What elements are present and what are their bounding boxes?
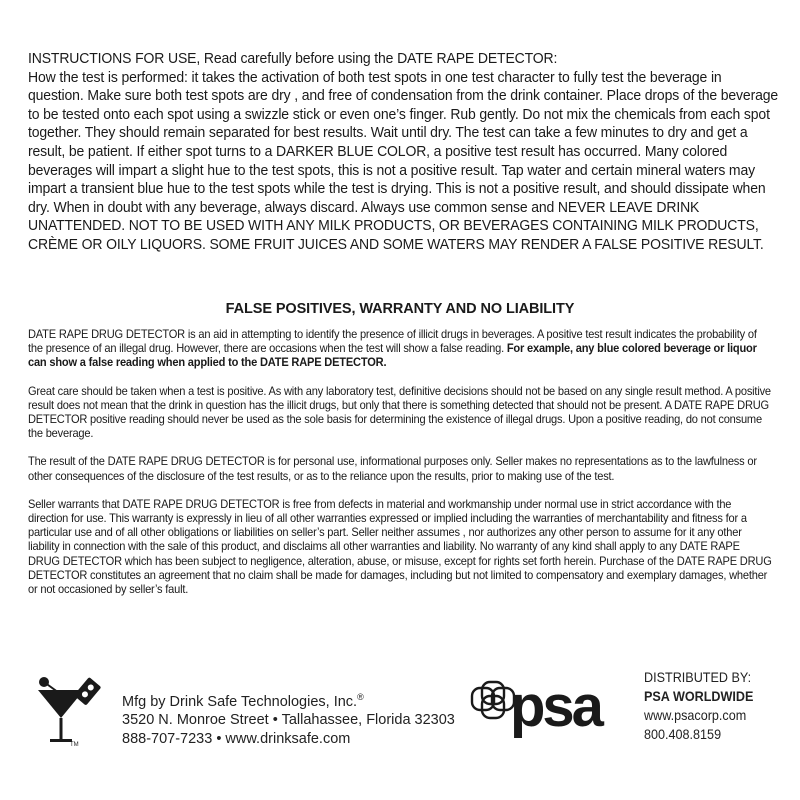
psa-rings-icon	[472, 682, 514, 718]
manufacturer-address: 3520 N. Monroe Street • Tallahassee, Florida 32303	[122, 712, 455, 729]
manufacturer-name-text: Mfg by Drink Safe Technologies, Inc.	[122, 693, 358, 710]
paragraph-personal-use: The result of the DATE RAPE DRUG DETECTOR is for personal use, informational purposes only. Seller makes no representations as to the lawfulness or other consequences of the disclosure of the test results, or as to the reliance upon the results, prior to making use of the test.	[28, 455, 757, 483]
paragraph-text: DATE RAPE DRUG DETECTOR is an aid in attempting to identify the presence of illicit drugs in beverages. A positive test result indicates the probability of the presence of an illegal drug. However, there are occasions when the test will show a false reading.	[28, 328, 757, 356]
distributor-info	[644, 668, 753, 744]
section-title: FALSE POSITIVES, WARRANTY AND NO LIABILITY	[225, 301, 575, 317]
distributor-name: PSA WORLDWIDE	[644, 688, 754, 704]
distributor-label: DISTRIBUTED BY:	[644, 669, 752, 685]
psa-wordmark: psa	[510, 680, 601, 739]
trademark-mark: TM	[70, 742, 79, 748]
instructions-heading: INSTRUCTIONS FOR USE, Read carefully before using the DATE RAPE DETECTOR:	[28, 51, 558, 67]
registered-mark: ®	[357, 692, 364, 702]
manufacturer-name	[122, 688, 455, 711]
manufacturer-contact: 888-707-7233 • www.drinksafe.com	[122, 731, 351, 748]
paragraph-bold-text: For example, any blue colored beverage or liquor can show a false reading when applied to the DATE RAPE DETECTOR.	[28, 342, 757, 370]
paragraph-false-positive	[28, 328, 773, 371]
psa-logo	[470, 680, 634, 744]
distributor-phone: 800.408.8159	[644, 726, 722, 742]
glass-stem-icon	[60, 718, 63, 740]
glass-base-icon	[50, 739, 72, 742]
test-card-icon	[74, 677, 102, 706]
disclaimer-block	[28, 328, 773, 611]
manufacturer-info	[122, 688, 455, 749]
paragraph-care: Great care should be taken when a test is positive. As with any laboratory test, definitive decisions should not be based on any single result method. A positive result does not mean that the drink in question has the illicit drugs, but only that there is something detected that should not be present. A DATE RAPE DRUG DETECTOR positive reading should never be used as the sole basis for determining the existence of illegal drugs. Upon a positive reading, do not consume the beverage.	[28, 384, 771, 441]
distributor-website: www.psacorp.com	[644, 707, 747, 723]
instructions-block	[28, 50, 781, 255]
martini-glass-logo	[36, 676, 116, 748]
paragraph-warranty: Seller warrants that DATE RAPE DRUG DETECTOR is free from defects in material and workmanship under normal use in strict accordance with the direction for use. This warranty is expressly in lieu of all other warranties expressed or implied including the warranties of merchantability and fitness for a particular use and of all other obligations or liabilities on seller’s part. Seller neither assumes , nor authorizes any other person to assume for it any other liability in connection with the sale of this product, and disclaims all other warranties and liability. No warranty of any kind shall apply to any DATE RAPE DRUG DETECTOR which has been subject to negligence, alteration, abuse, or misuse, except for rights set forth herein. Purchase of the DATE RAPE DRUG DETECTOR constitutes an agreement that no claim shall be made for damages, including but not limited to compensatory and exemplary damages, whether or not occasioned by seller’s fault.	[28, 497, 772, 597]
instructions-body: How the test is performed: it takes the activation of both test spots in one test character to fully test the beverage in question. Make sure both test spots are dry , and free of condensation from the drink container. Place drops of the beverage to be tested onto each spot using a swizzle stick or even one’s finger. Rub gently. Do not mix the chemicals from each spot together. They should remain separated for best results. Wait until dry. The test can take a few minutes to dry and get a result, be patient. If either spot turns to a DARKER BLUE COLOR, a positive test result has occurred. Many colored beverages will impart a slight hue to the test spots, this is not a positive result. Tap water and certain mineral waters may impart a transient blue hue to the test spots while the test is drying. This is not a positive result, and should dissipate when dry. When in doubt with any beverage, always discard. Always use common sense and NEVER LEAVE DRINK UNATTENDED. NOT TO BE USED WITH ANY MILK PRODUCTS, OR BEVERAGES CONTAINING MILK PRODUCTS, CRÈME OR OILY LIQUORS. SOME FRUIT JUICES AND SOME WATERS MAY RENDER A FALSE POSITIVE RESULT.	[28, 69, 779, 253]
